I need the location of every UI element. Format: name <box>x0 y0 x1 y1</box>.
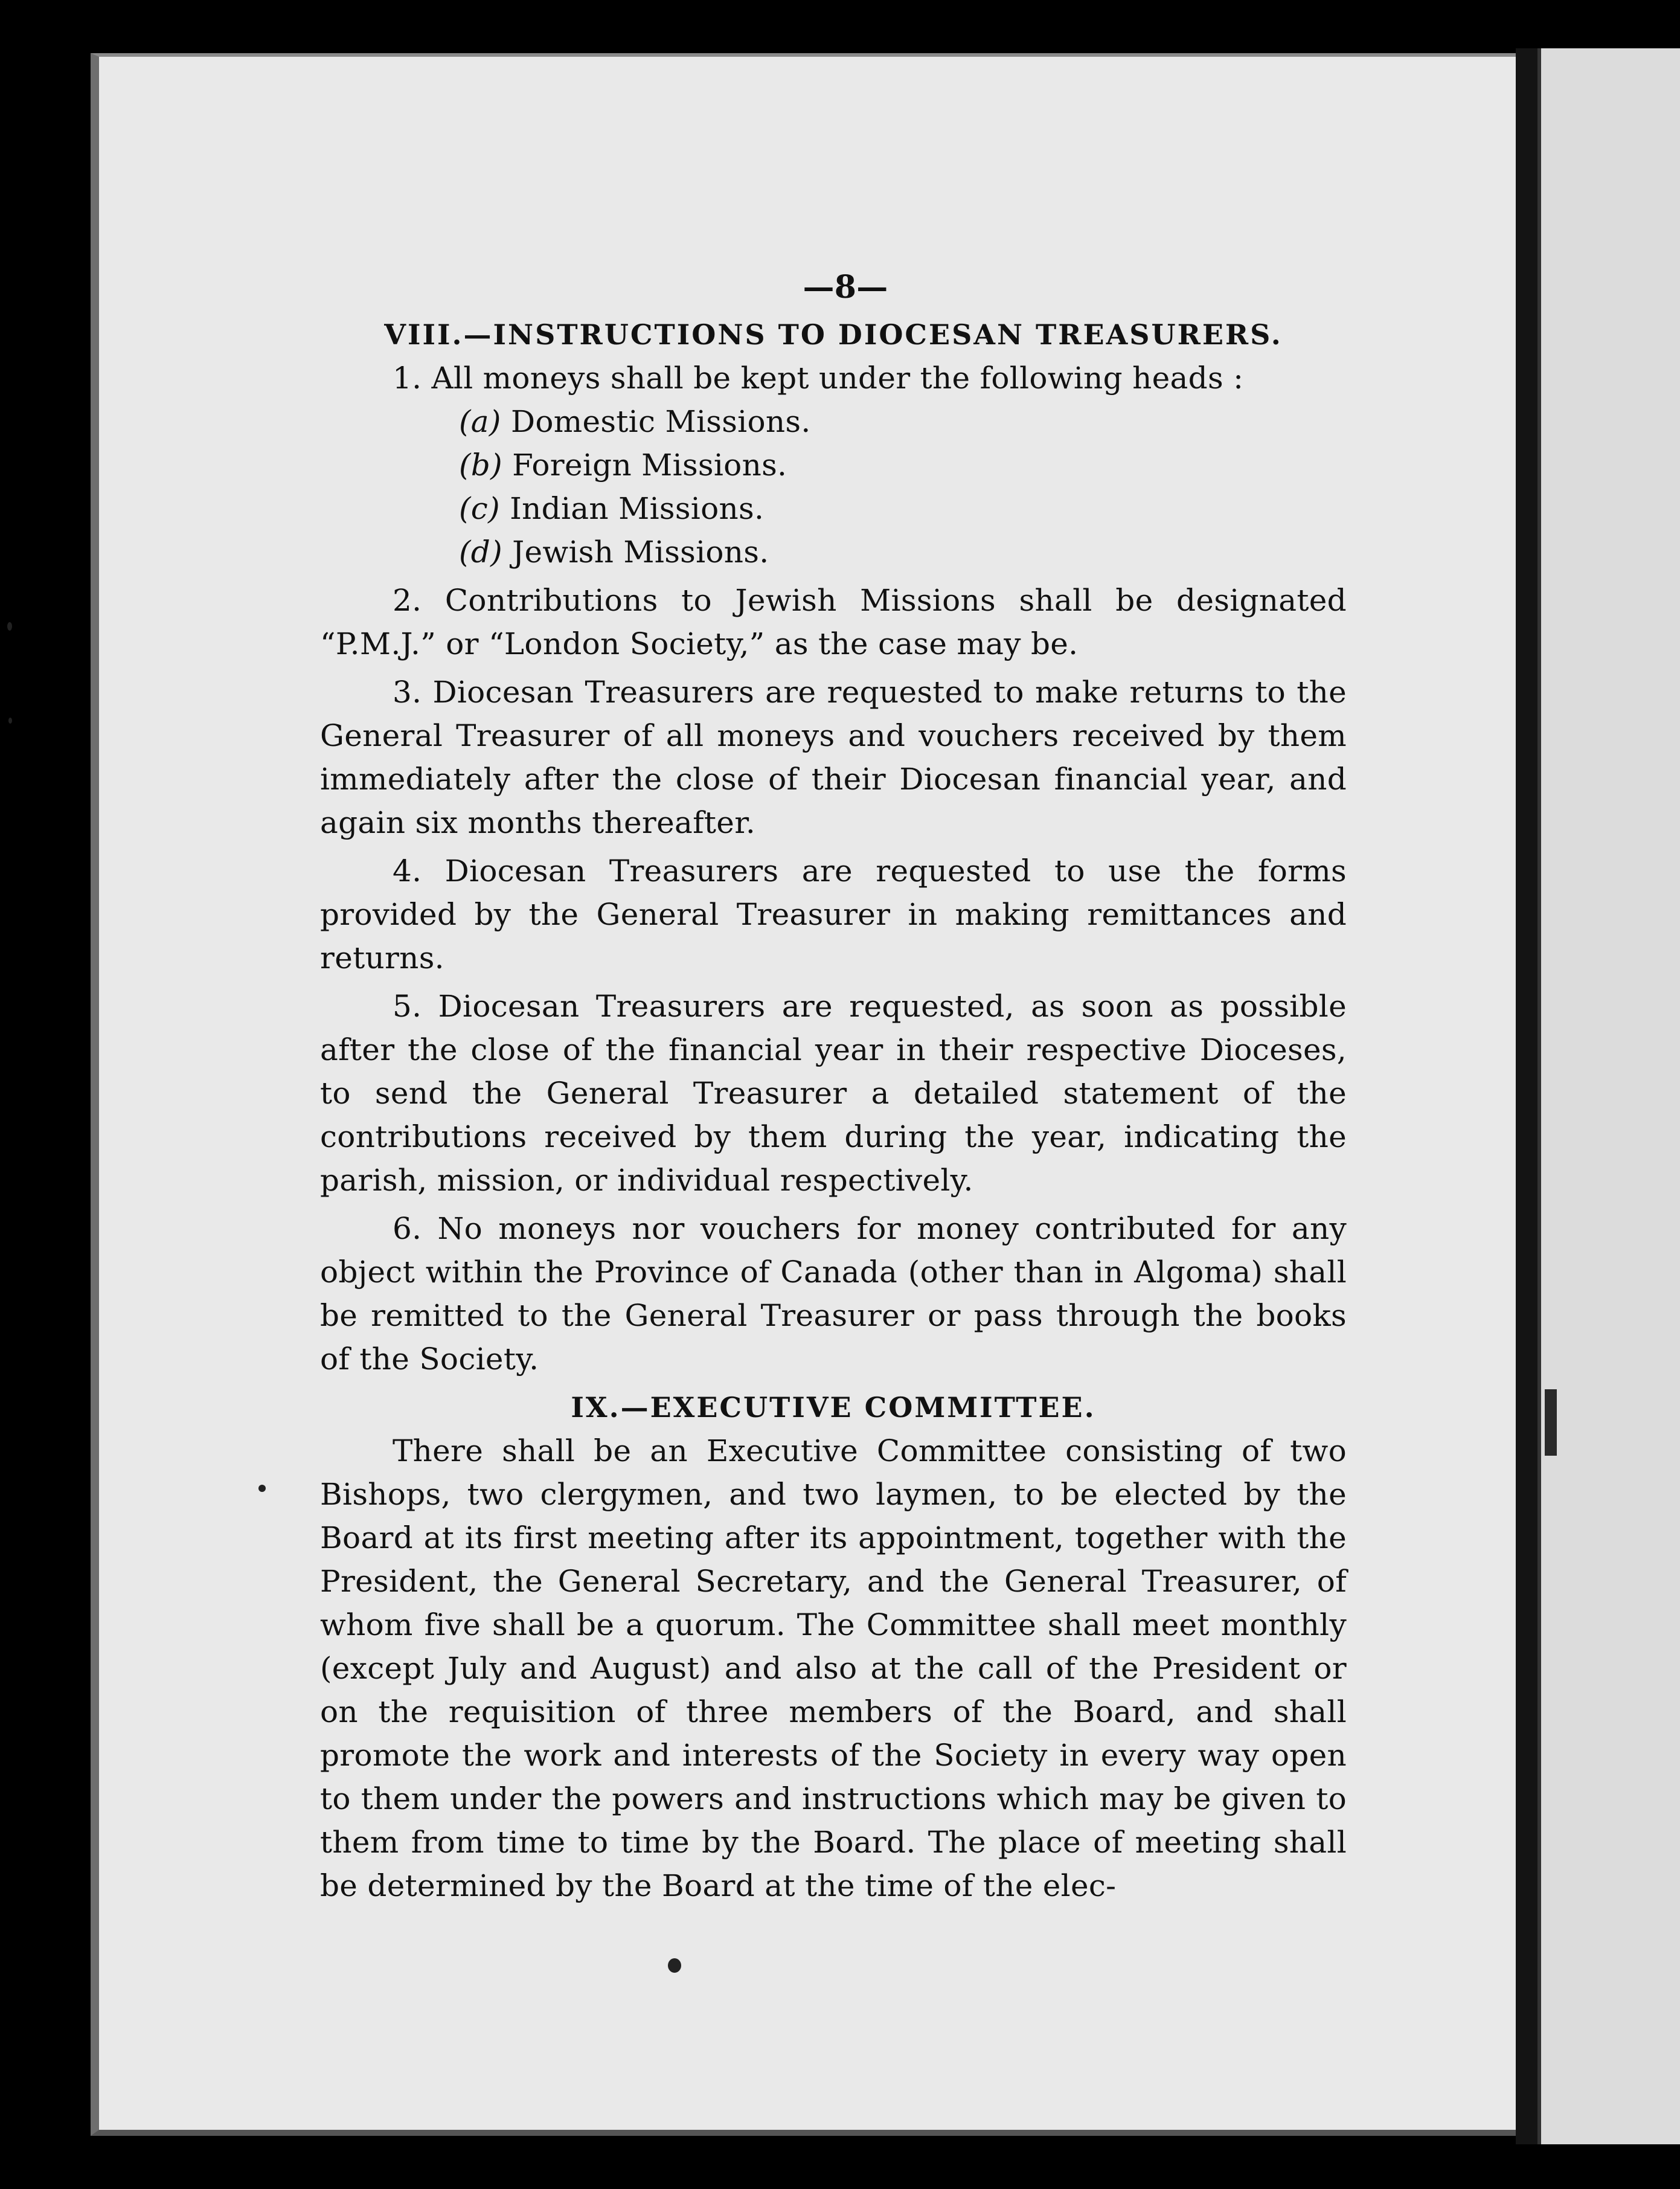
section-viii-item-4: 4. Diocesan Treasurers are requested to use the forms provided by the General Treasurer in making remittances and returns. <box>320 853 1347 976</box>
section-viii-heading: VIII.—INSTRUCTIONS TO DIOCESAN TREASURERS. <box>384 318 1283 351</box>
section-viii-item-6: 6. No moneys nor vouchers for money contributed for any object within the Province of Canada (other than in Algoma) shall be remitted to the General Treasurer or pass through the books of the Society. <box>320 1211 1347 1377</box>
scan-speck <box>7 622 12 631</box>
list-item: (b) Foreign Missions. <box>459 448 787 483</box>
section-viii-item-1: 1. All moneys shall be kept under the following heads : <box>393 361 1244 396</box>
section-viii-item-5: 5. Diocesan Treasurers are requested, as soon as possible after the close of the financial year in their respective Dioceses, to send the General Treasurer a detailed statement of the contributions received by them during the year, indicating the parish, mission, or individual respectively. <box>320 989 1347 1198</box>
page-number: —8— <box>803 269 888 306</box>
facing-page-edge <box>1537 48 1680 2144</box>
section-viii-item-2: 2. Contributions to Jewish Missions shall be designated “P.M.J.” or “London Society,” as the case may be. <box>320 583 1347 661</box>
scan-speck <box>668 1958 681 1973</box>
book-spine <box>1516 48 1537 2144</box>
list-item: (d) Jewish Missions. <box>459 535 769 570</box>
page-text <box>320 266 1347 1912</box>
list-item: (a) Domestic Missions. <box>459 404 811 439</box>
section-ix-heading: IX.—EXECUTIVE COMMITTEE. <box>571 1391 1096 1424</box>
facing-page-mark <box>1545 1389 1557 1456</box>
scan-speck <box>8 718 12 724</box>
section-viii-item-3: 3. Diocesan Treasurers are requested to make returns to the General Treasurer of all moneys and vouchers received by them immediately after the close of their Diocesan financial year, and again six months thereafter. <box>320 675 1347 840</box>
list-item: (c) Indian Missions. <box>459 491 765 526</box>
heads-list <box>459 400 1347 574</box>
section-ix-paragraph: There shall be an Executive Committee consisting of two Bishops, two clergymen, and two laymen, to be elected by the Board at its first meeting after its appointment, together with the President, the General Secretary, and the General Treasurer, of whom five shall be a quorum. The Committee shall meet monthly (except July and August) and also at the call of the President or on the requisition of three members of the Board, and shall promote the work and interests of the Society in every way open to them under the powers and instructions which may be given to them from time to time by the Board. The place of meeting shall be determined by the Board at the time of the elec- <box>320 1433 1347 1903</box>
scan-speck <box>258 1485 266 1492</box>
